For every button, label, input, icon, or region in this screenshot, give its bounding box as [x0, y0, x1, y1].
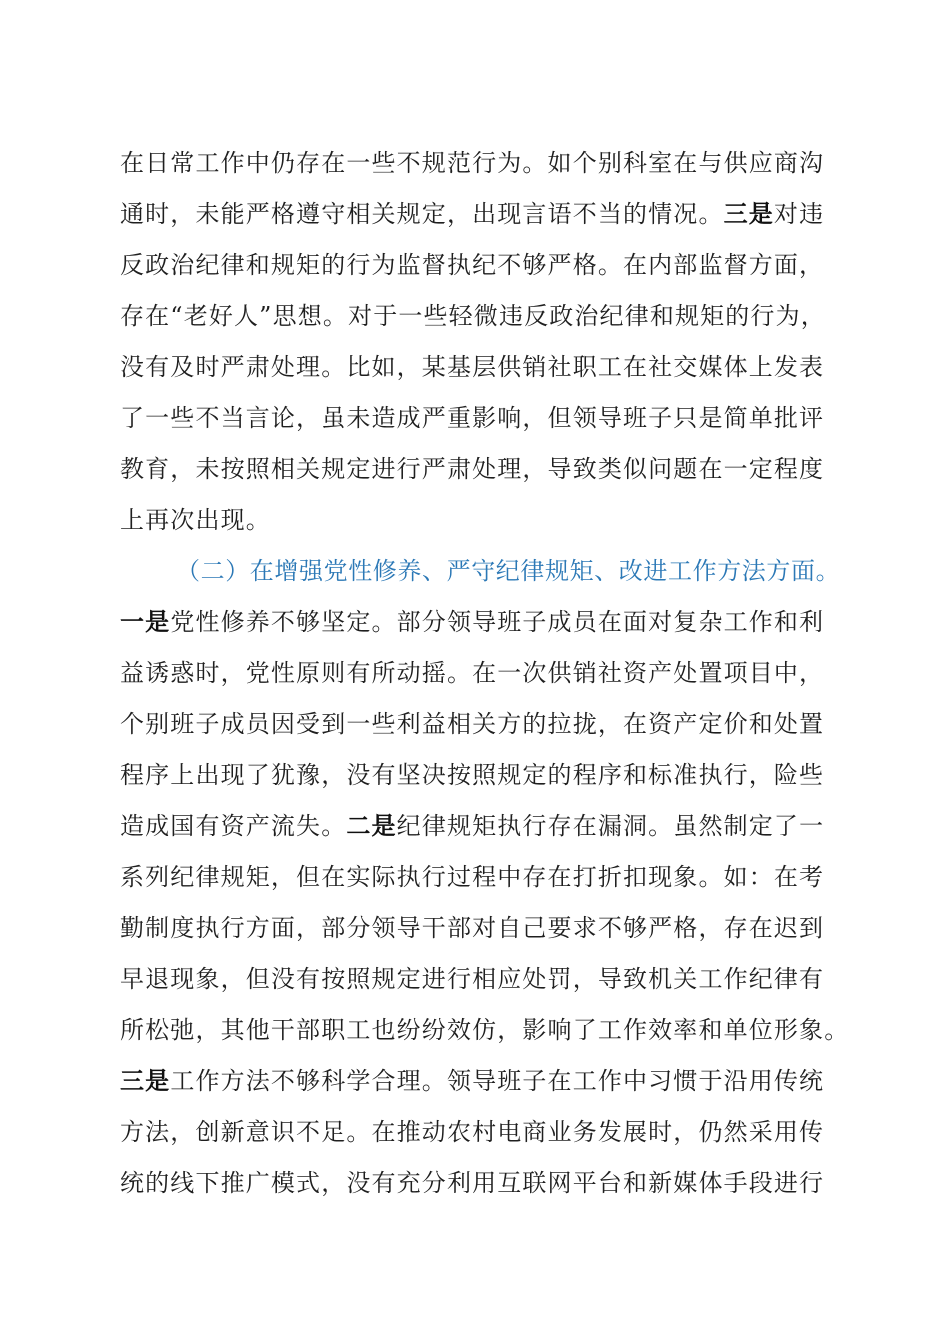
body-line: 通时，未能严格遵守相关规定，出现言语不当的情况。三是对违: [120, 200, 825, 228]
body-line: 一是党性修养不够坚定。部分领导班子成员在面对复杂工作和利: [120, 608, 825, 636]
body-line: 所松弛，其他干部职工也纷纷效仿，影响了工作效率和单位形象。: [120, 1016, 850, 1044]
body-line: 造成国有资产流失。二是纪律规矩执行存在漏洞。虽然制定了一: [120, 812, 825, 840]
body-line: 勤制度执行方面，部分领导干部对自己要求不够严格，存在迟到: [120, 914, 825, 942]
body-line: 教育，未按照相关规定进行严肃处理，导致类似问题在一定程度: [120, 455, 825, 483]
bold-lead: 三是: [723, 200, 774, 228]
body-line: 个别班子成员因受到一些利益相关方的拉拢，在资产定价和处置: [120, 710, 825, 738]
body-line: 在日常工作中仍存在一些不规范行为。如个别科室在与供应商沟: [120, 149, 825, 177]
body-line: 系列纪律规矩，但在实际执行过程中存在打折扣现象。如：在考: [120, 863, 825, 891]
body-line: 没有及时严肃处理。比如，某基层供销社职工在社交媒体上发表: [120, 353, 825, 381]
body-line: 统的线下推广模式，没有充分利用互联网平台和新媒体手段进行: [120, 1169, 825, 1197]
section-heading: （二）在增强党性修养、严守纪律规矩、改进工作方法方面。: [176, 557, 841, 585]
body-line: 益诱惑时，党性原则有所动摇。在一次供销社资产处置项目中，: [120, 659, 825, 687]
body-line: 了一些不当言论，虽未造成严重影响，但领导班子只是简单批评: [120, 404, 825, 432]
body-line: 方法，创新意识不足。在推动农村电商业务发展时，仍然采用传: [120, 1118, 825, 1146]
bold-lead: 三是: [120, 1067, 171, 1095]
bold-lead: 二是: [346, 812, 397, 840]
body-line: 反政治纪律和规矩的行为监督执纪不够严格。在内部监督方面，: [120, 251, 825, 279]
bold-lead: 一是: [120, 608, 171, 636]
body-line: 程序上出现了犹豫，没有坚决按照规定的程序和标准执行，险些: [120, 761, 825, 789]
body-line: 上再次出现。: [120, 506, 271, 534]
body-line: 存在“老好人”思想。对于一些轻微违反政治纪律和规矩的行为，: [120, 302, 826, 330]
body-line: 早退现象，但没有按照规定进行相应处罚，导致机关工作纪律有: [120, 965, 825, 993]
body-line: 三是工作方法不够科学合理。领导班子在工作中习惯于沿用传统: [120, 1067, 825, 1095]
